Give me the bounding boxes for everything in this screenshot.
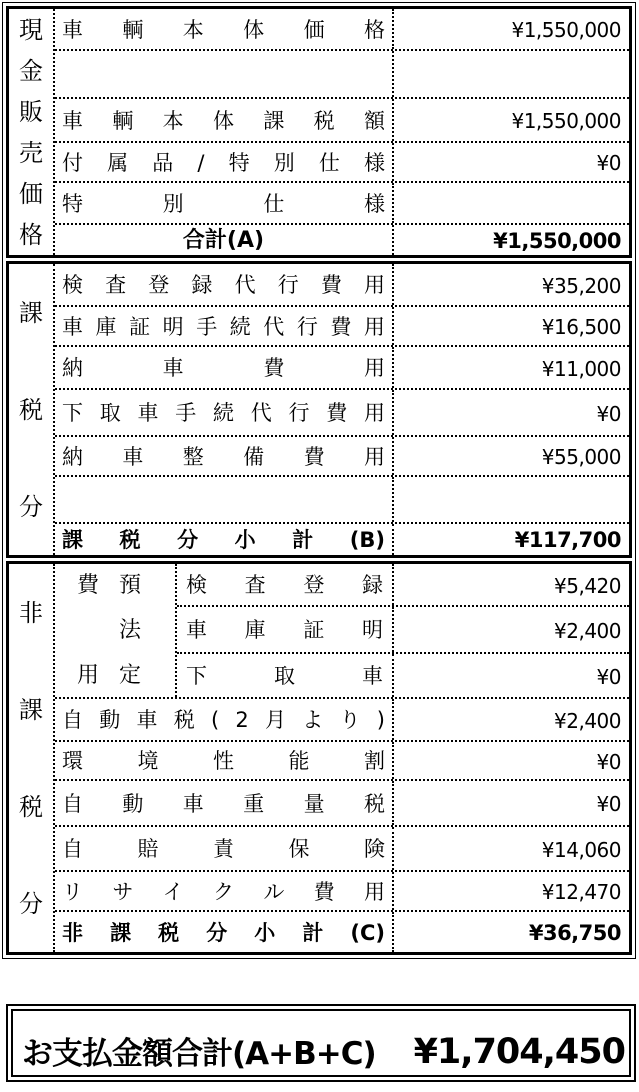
section-cash-sales-price bbox=[6, 6, 632, 258]
row-label: 付 属 品 / 特 別 仕 様 bbox=[55, 143, 394, 181]
legal-deposit-fees-group bbox=[55, 564, 629, 699]
row-value: ¥0 bbox=[596, 664, 621, 689]
row-value: ¥35,200 bbox=[541, 273, 621, 298]
row-environmental-performance-levy bbox=[55, 742, 629, 781]
row-label: 検 査 登 録 代 行 費 用 bbox=[55, 264, 394, 305]
row-automobile-weight-tax bbox=[55, 781, 629, 827]
row-value: ¥117,700 bbox=[514, 528, 621, 552]
row-label: 課 税 分 小 計 (B) bbox=[55, 524, 394, 555]
grand-total-label: お支払金額合計(A+B+C) bbox=[22, 1036, 376, 1072]
vertical-label-char: 定 bbox=[118, 662, 141, 688]
section-cash-price-side-label: 現 金 販 売 価 格 bbox=[9, 9, 55, 255]
row-label bbox=[55, 51, 394, 97]
row-label: 自 動 車 重 量 税 bbox=[55, 781, 394, 825]
section-cash-price-rows bbox=[55, 9, 629, 255]
row-garage-certificate-agency-fee bbox=[55, 307, 629, 347]
row-value: ¥0 bbox=[596, 151, 621, 175]
row-label: 車 輌 本 体 価 格 bbox=[55, 9, 394, 49]
row-value: ¥11,000 bbox=[541, 356, 621, 381]
row-recycling-fee bbox=[55, 872, 629, 912]
row-delivery-maintenance-fee bbox=[55, 437, 629, 477]
vertical-label-char: 用 bbox=[76, 662, 99, 688]
row-label: リ サ イ ク ル 費 用 bbox=[55, 872, 394, 910]
row-nontaxable-subtotal-c bbox=[55, 912, 629, 952]
legal-deposit-fees-vertical-label bbox=[55, 564, 177, 697]
section-nontaxable-rows bbox=[55, 564, 629, 952]
row-compulsory-liability-insurance bbox=[55, 827, 629, 872]
vertical-label-char: 預 bbox=[118, 572, 141, 598]
subrow-garage-certificate bbox=[177, 607, 629, 654]
row-label: 車 輌 本 体 課 税 額 bbox=[55, 99, 394, 141]
row-accessories-special-spec bbox=[55, 143, 629, 183]
grand-total-value: ¥1,704,450 bbox=[413, 1032, 625, 1072]
row-value: ¥1,550,000 bbox=[493, 228, 621, 253]
row-value: ¥1,550,000 bbox=[511, 109, 621, 133]
row-empty bbox=[55, 51, 629, 99]
row-value: ¥0 bbox=[596, 792, 621, 816]
row-label: 自 動 車 税 ( 2 月 よ り ) bbox=[55, 699, 394, 740]
row-delivery-fee bbox=[55, 347, 629, 390]
row-tradein-procedure-agency-fee bbox=[55, 390, 629, 437]
row-label: 下 取 車 手 続 代 行 費 用 bbox=[55, 390, 394, 435]
subrow-inspection-registration bbox=[177, 564, 629, 607]
subrow-trade-in bbox=[177, 654, 629, 697]
row-value: ¥12,470 bbox=[541, 880, 621, 904]
row-value: ¥0 bbox=[596, 749, 621, 774]
row-value: ¥55,000 bbox=[541, 445, 621, 469]
row-value: ¥2,400 bbox=[554, 708, 621, 733]
section-nontaxable-side-label: 非 課 税 分 bbox=[9, 564, 55, 952]
row-value bbox=[394, 51, 629, 97]
row-label: 納 車 費 用 bbox=[55, 347, 394, 388]
section-taxable-portion bbox=[6, 261, 632, 558]
row-label: 車 庫 証 明 bbox=[177, 607, 394, 652]
row-label: 自 賠 責 保 険 bbox=[55, 827, 394, 870]
row-inspection-registration-agency-fee bbox=[55, 264, 629, 307]
row-label: 環 境 性 能 割 bbox=[55, 742, 394, 779]
row-value: ¥14,060 bbox=[541, 837, 621, 862]
row-value bbox=[394, 477, 629, 522]
row-value: ¥16,500 bbox=[541, 315, 621, 339]
row-value: ¥5,420 bbox=[554, 573, 621, 598]
row-label: 下 取 車 bbox=[177, 654, 394, 697]
row-label: 車 庫 証 明 手 続 代 行 費 用 bbox=[55, 307, 394, 345]
row-label: 検 査 登 録 bbox=[177, 564, 394, 605]
row-value: ¥36,750 bbox=[528, 920, 621, 945]
vertical-label-char: 法 bbox=[118, 617, 141, 643]
row-taxable-subtotal-b bbox=[55, 524, 629, 555]
vertical-label-char: 費 bbox=[76, 572, 99, 598]
section-nontaxable-portion bbox=[6, 561, 632, 955]
row-value bbox=[394, 183, 629, 223]
row-label bbox=[55, 477, 394, 522]
row-vehicle-base-price bbox=[55, 9, 629, 51]
row-empty bbox=[55, 477, 629, 524]
row-label: 非 課 税 分 小 計 (C) bbox=[55, 912, 394, 952]
section-taxable-side-label: 課 税 分 bbox=[9, 264, 55, 555]
row-value: ¥0 bbox=[596, 401, 621, 426]
row-value: ¥2,400 bbox=[554, 618, 621, 643]
grand-total-box bbox=[6, 1004, 636, 1082]
row-automobile-tax bbox=[55, 699, 629, 742]
section-taxable-rows bbox=[55, 264, 629, 555]
row-special-spec bbox=[55, 183, 629, 225]
price-table-frame bbox=[2, 2, 636, 959]
row-total-a bbox=[55, 225, 629, 255]
row-value: ¥1,550,000 bbox=[511, 18, 621, 42]
row-vehicle-taxable-amount bbox=[55, 99, 629, 143]
row-label: 特 別 仕 様 bbox=[55, 183, 394, 223]
row-label: 納 車 整 備 費 用 bbox=[55, 437, 394, 475]
row-label: 合計(A) bbox=[55, 225, 394, 255]
